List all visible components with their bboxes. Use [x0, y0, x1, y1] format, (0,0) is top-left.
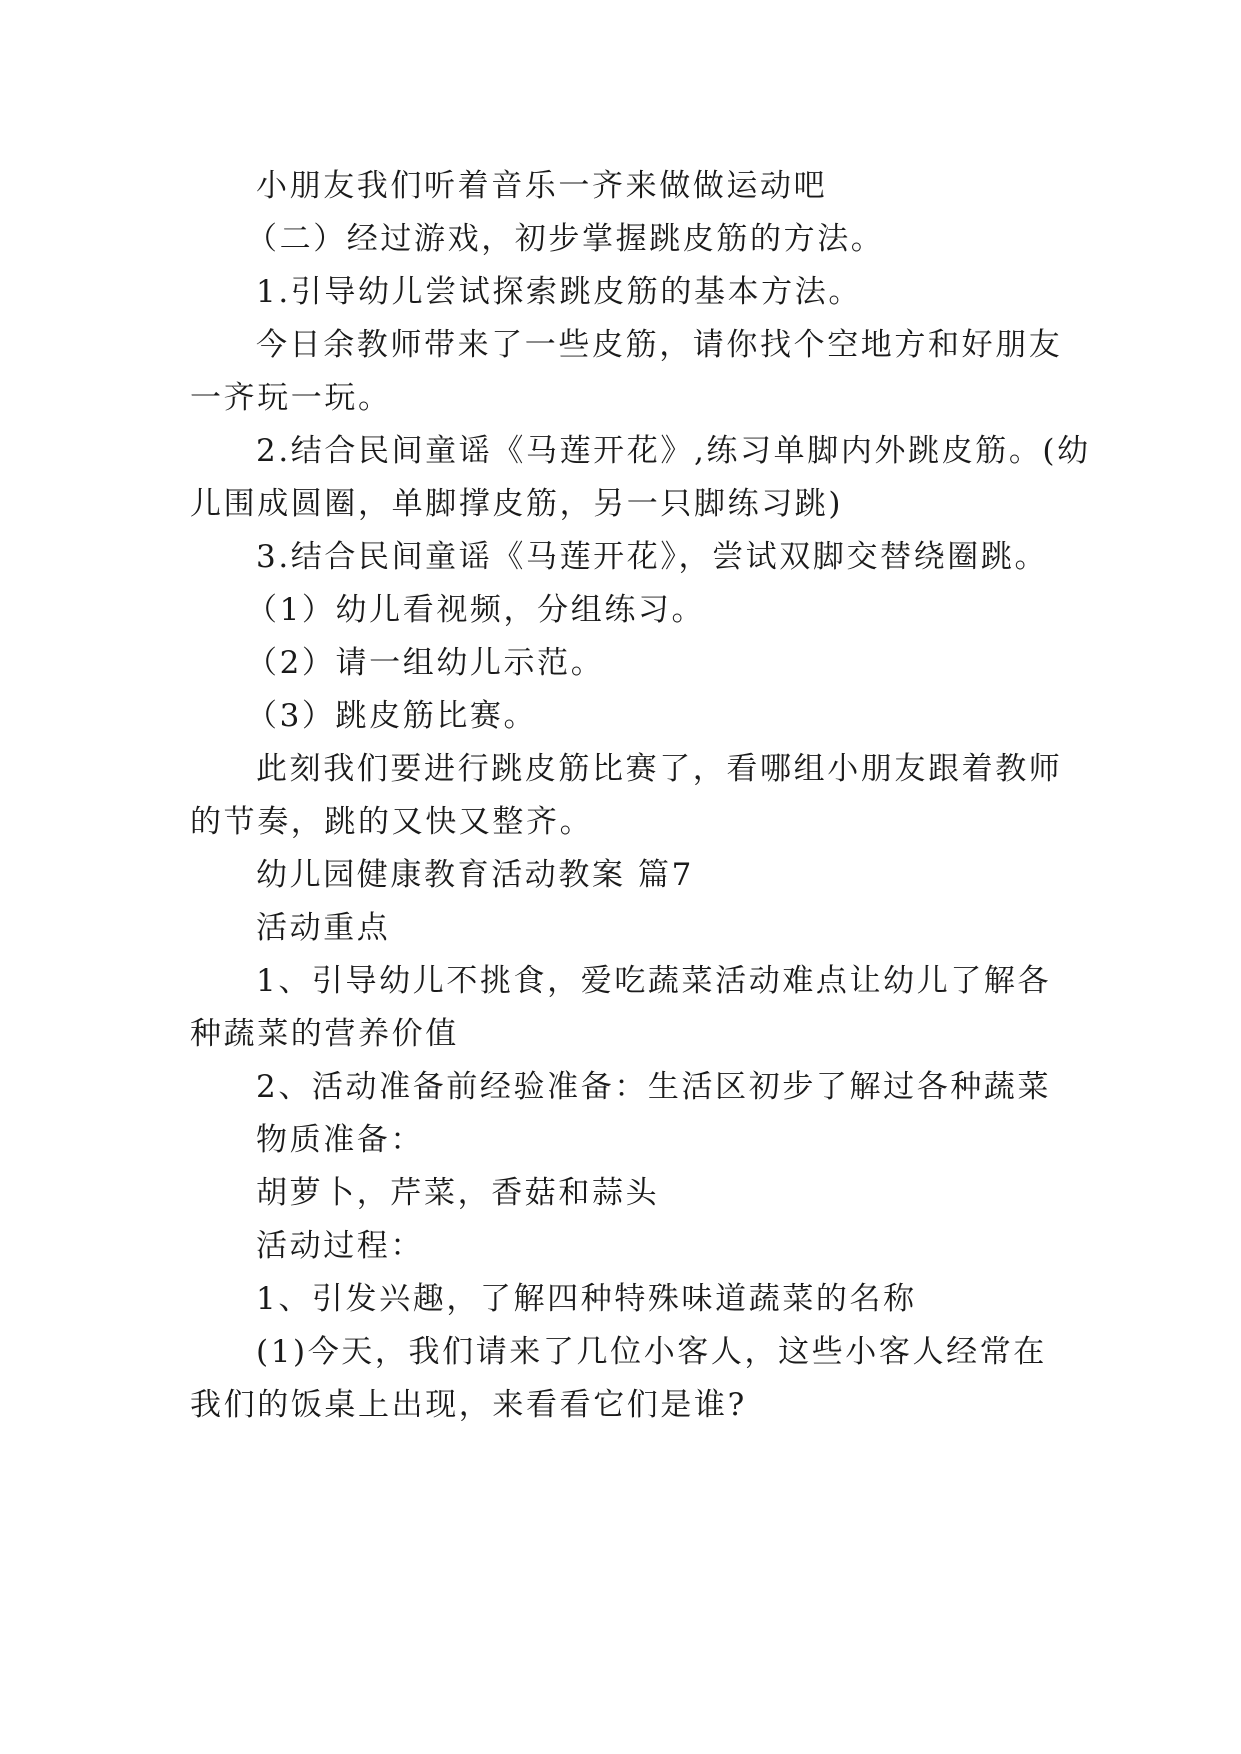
paragraph-line: 2、活动准备前经验准备：生活区初步了解过各种蔬菜	[256, 1069, 1052, 1105]
paragraph-line: 胡萝卜，芹菜，香菇和蒜头	[256, 1175, 660, 1211]
paragraph-line: 1.引导幼儿尝试探索跳皮筋的基本方法。	[256, 274, 862, 310]
paragraph-continuation-line: 我们的饭桌上出现，来看看它们是谁?	[190, 1387, 747, 1423]
paragraph-line: 1、引导幼儿不挑食，爱吃蔬菜活动难点让幼儿了解各	[256, 963, 1052, 999]
paragraph-line: （二）经过游戏，初步掌握跳皮筋的方法。	[246, 221, 885, 257]
paragraph-continuation-line: 儿围成圆圈，单脚撑皮筋，另一只脚练习跳)	[190, 486, 844, 522]
paragraph-line: 3.结合民间童谣《马莲开花》，尝试双脚交替绕圈跳。	[256, 539, 1049, 575]
paragraph-line: （2）请一组幼儿示范。	[246, 645, 605, 681]
paragraph-line: 2.结合民间童谣《马莲开花》,练习单脚内外跳皮筋。(幼	[256, 433, 1091, 469]
paragraph-line: （3）跳皮筋比赛。	[246, 698, 538, 734]
paragraph-continuation-line: 种蔬菜的营养价值	[190, 1016, 459, 1052]
paragraph-line: 活动重点	[256, 910, 391, 946]
paragraph-line: 小朋友我们听着音乐一齐来做做运动吧	[256, 168, 828, 204]
paragraph-continuation-line: 的节奏，跳的又快又整齐。	[190, 804, 594, 840]
paragraph-line: (1)今天，我们请来了几位小客人，这些小客人经常在	[256, 1334, 1047, 1370]
paragraph-line: 幼儿园健康教育活动教案 篇7	[256, 857, 694, 893]
paragraph-line: 今日余教师带来了一些皮筋，请你找个空地方和好朋友	[256, 327, 1063, 363]
paragraph-continuation-line: 一齐玩一玩。	[190, 380, 392, 416]
paragraph-line: 物质准备：	[256, 1122, 424, 1158]
paragraph-line: （1）幼儿看视频，分组练习。	[246, 592, 706, 628]
paragraph-line: 1、引发兴趣，了解四种特殊味道蔬菜的名称	[256, 1281, 917, 1317]
paragraph-line: 此刻我们要进行跳皮筋比赛了，看哪组小朋友跟着教师	[256, 751, 1063, 787]
paragraph-line: 活动过程：	[256, 1228, 424, 1264]
document-body	[190, 160, 1091, 1432]
